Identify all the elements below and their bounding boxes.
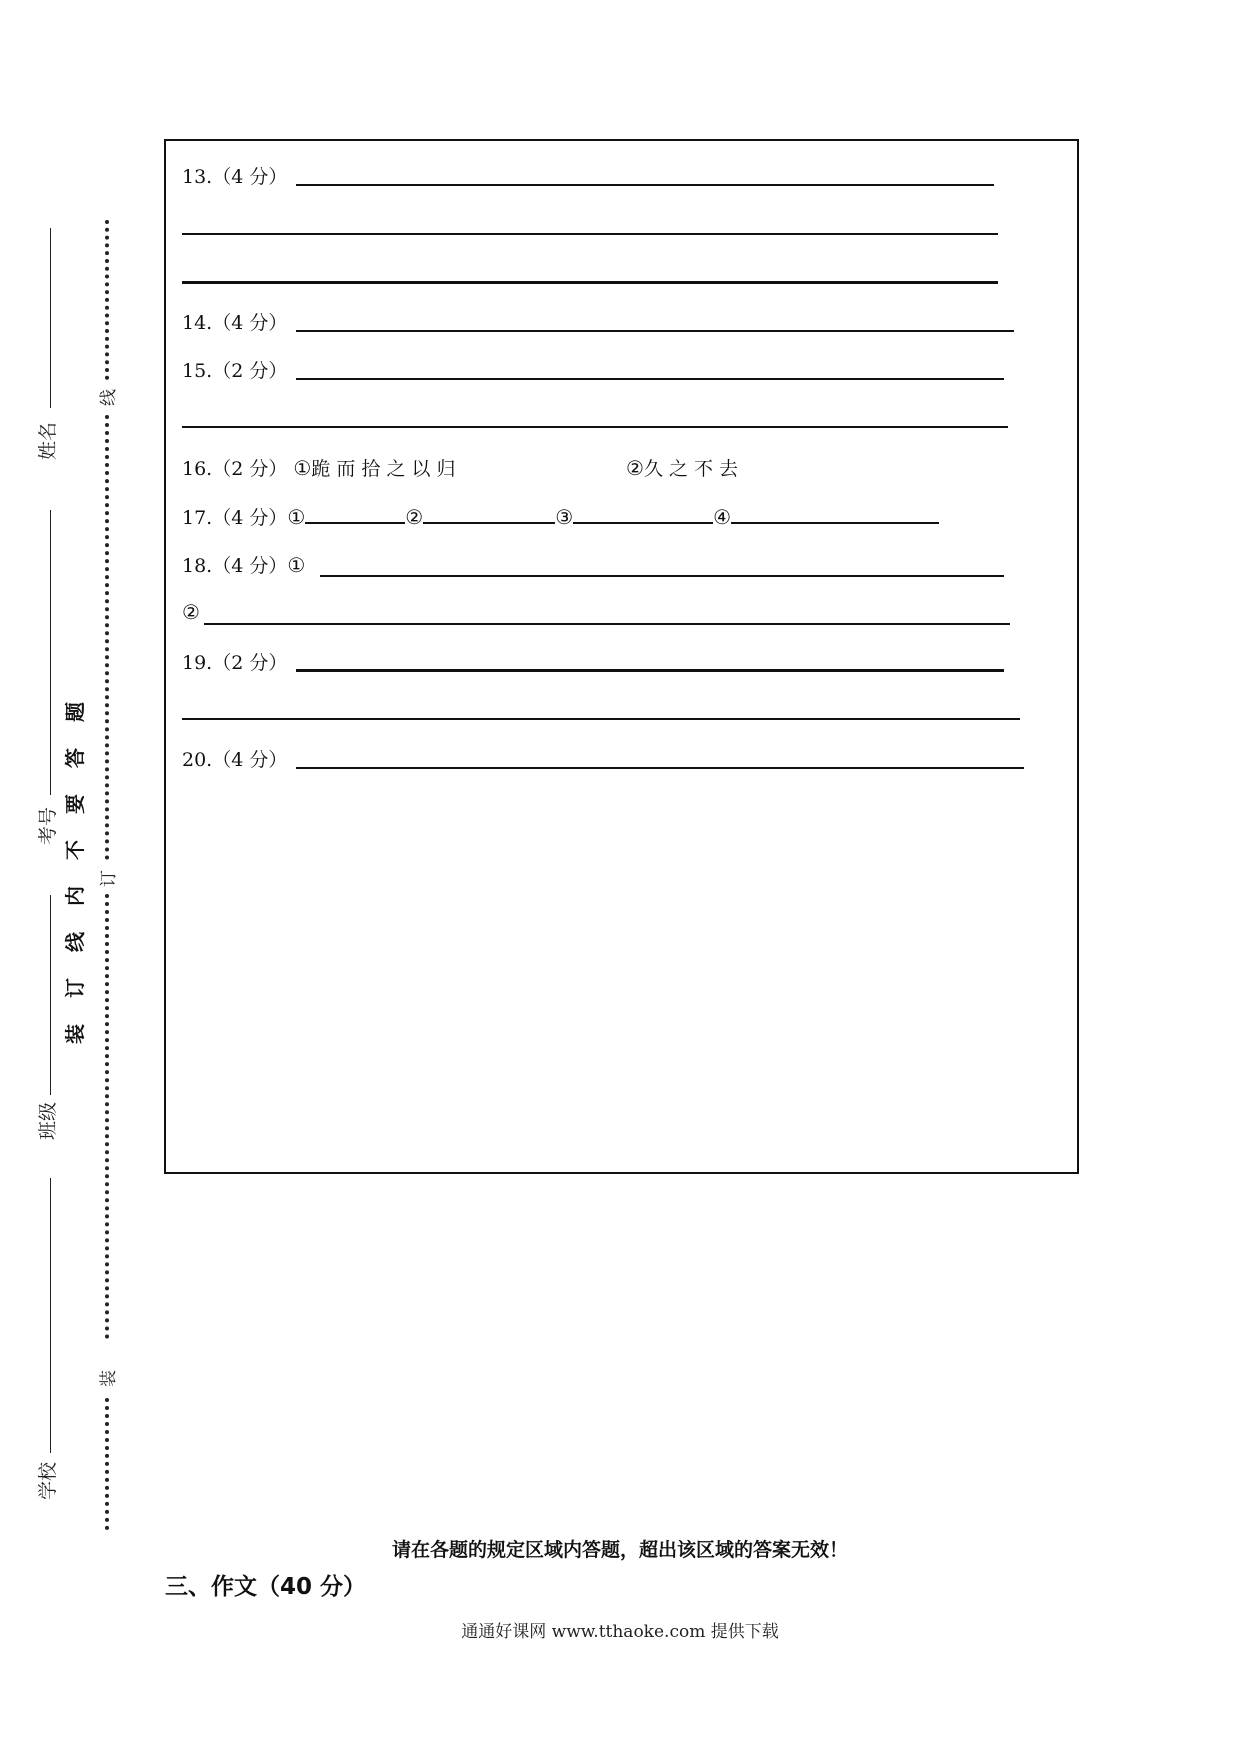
q18-row bbox=[182, 551, 305, 578]
q13-label: 13.（4 分） bbox=[182, 166, 288, 188]
q15-answer-line-2[interactable] bbox=[182, 426, 1008, 428]
q15-label: 15.（2 分） bbox=[182, 360, 288, 382]
section-title: 三、作文（40 分） bbox=[165, 1574, 367, 1600]
q17-row bbox=[182, 502, 939, 530]
q17-blank-4-number: ④ bbox=[713, 505, 732, 529]
q16-item1-number: ① bbox=[293, 456, 312, 480]
binding-mark-staple: 订 bbox=[99, 870, 119, 887]
q20-label: 20.（4 分） bbox=[182, 749, 288, 771]
q17-label: 17.（4 分） bbox=[182, 507, 288, 529]
q17-blank-3-number: ③ bbox=[555, 505, 574, 529]
warning-char: 不 bbox=[63, 840, 87, 860]
q17-blank-4[interactable] bbox=[731, 502, 939, 524]
q20-answer-line[interactable] bbox=[296, 767, 1024, 769]
q16-row bbox=[182, 454, 456, 481]
warning-char: 答 bbox=[63, 748, 87, 768]
exam-no-fill-line bbox=[50, 510, 51, 795]
q16-item2 bbox=[626, 454, 738, 481]
warning-char: 订 bbox=[63, 978, 87, 998]
q15-answer-line-1[interactable] bbox=[296, 378, 1004, 380]
q17-blank-1[interactable] bbox=[305, 502, 405, 524]
warning-char: 要 bbox=[63, 794, 87, 814]
footer-credit: 通通好课网 www.tthaoke.com 提供下载 bbox=[461, 1622, 779, 1642]
warning-char: 内 bbox=[63, 886, 87, 906]
binding-dotted-line bbox=[105, 220, 109, 380]
name-label: 姓名 bbox=[37, 421, 59, 460]
q19-label: 19.（2 分） bbox=[182, 652, 288, 674]
q19-answer-line-1[interactable] bbox=[296, 669, 1004, 672]
class-fill-line bbox=[50, 895, 51, 1095]
q16-item2-number: ② bbox=[626, 456, 644, 480]
q14-label: 14.（4 分） bbox=[182, 312, 288, 334]
q13-answer-line-3[interactable] bbox=[182, 281, 998, 284]
name-fill-line bbox=[50, 228, 51, 408]
q16-item1-text: 跪 而 拾 之 以 归 bbox=[311, 458, 456, 480]
exam-no-label: 考号 bbox=[37, 806, 59, 845]
q17-blank-2-number: ② bbox=[405, 505, 424, 529]
q17-blank-3[interactable] bbox=[573, 502, 713, 524]
class-label: 班级 bbox=[37, 1101, 59, 1140]
q18-item2-answer-line[interactable] bbox=[204, 623, 1010, 625]
warning-char: 题 bbox=[63, 702, 87, 722]
q18-item1-number: ① bbox=[287, 553, 306, 577]
answer-area-notice: 请在各题的规定区域内答题，超出该区域的答案无效！ bbox=[391, 1539, 848, 1561]
q17-blank-1-number: ① bbox=[287, 505, 306, 529]
warning-char: 装 bbox=[63, 1024, 87, 1044]
q13-answer-line-1[interactable] bbox=[296, 184, 994, 186]
binding-dotted-line bbox=[105, 1398, 109, 1530]
school-fill-line bbox=[50, 1178, 51, 1453]
binding-mark-line: 线 bbox=[99, 389, 119, 406]
warning-char: 线 bbox=[63, 932, 87, 952]
q18-label: 18.（4 分） bbox=[182, 555, 288, 577]
q14-answer-line[interactable] bbox=[296, 330, 1014, 332]
q13-answer-line-2[interactable] bbox=[182, 233, 998, 235]
q16-label: 16.（2 分） bbox=[182, 458, 288, 480]
binding-dotted-line bbox=[105, 894, 109, 1339]
binding-dotted-line bbox=[105, 415, 109, 860]
q19-answer-line-2[interactable] bbox=[182, 718, 1020, 720]
binding-mark-bind: 装 bbox=[99, 1370, 119, 1387]
q16-item2-text: 久 之 不 去 bbox=[643, 458, 739, 480]
q17-blank-2[interactable] bbox=[423, 502, 555, 524]
binding-warning bbox=[62, 700, 88, 1068]
q18-item2-number: ② bbox=[182, 600, 200, 624]
answer-box bbox=[164, 139, 1079, 1174]
school-label: 学校 bbox=[37, 1461, 59, 1500]
q18-item1-answer-line[interactable] bbox=[320, 575, 1004, 577]
